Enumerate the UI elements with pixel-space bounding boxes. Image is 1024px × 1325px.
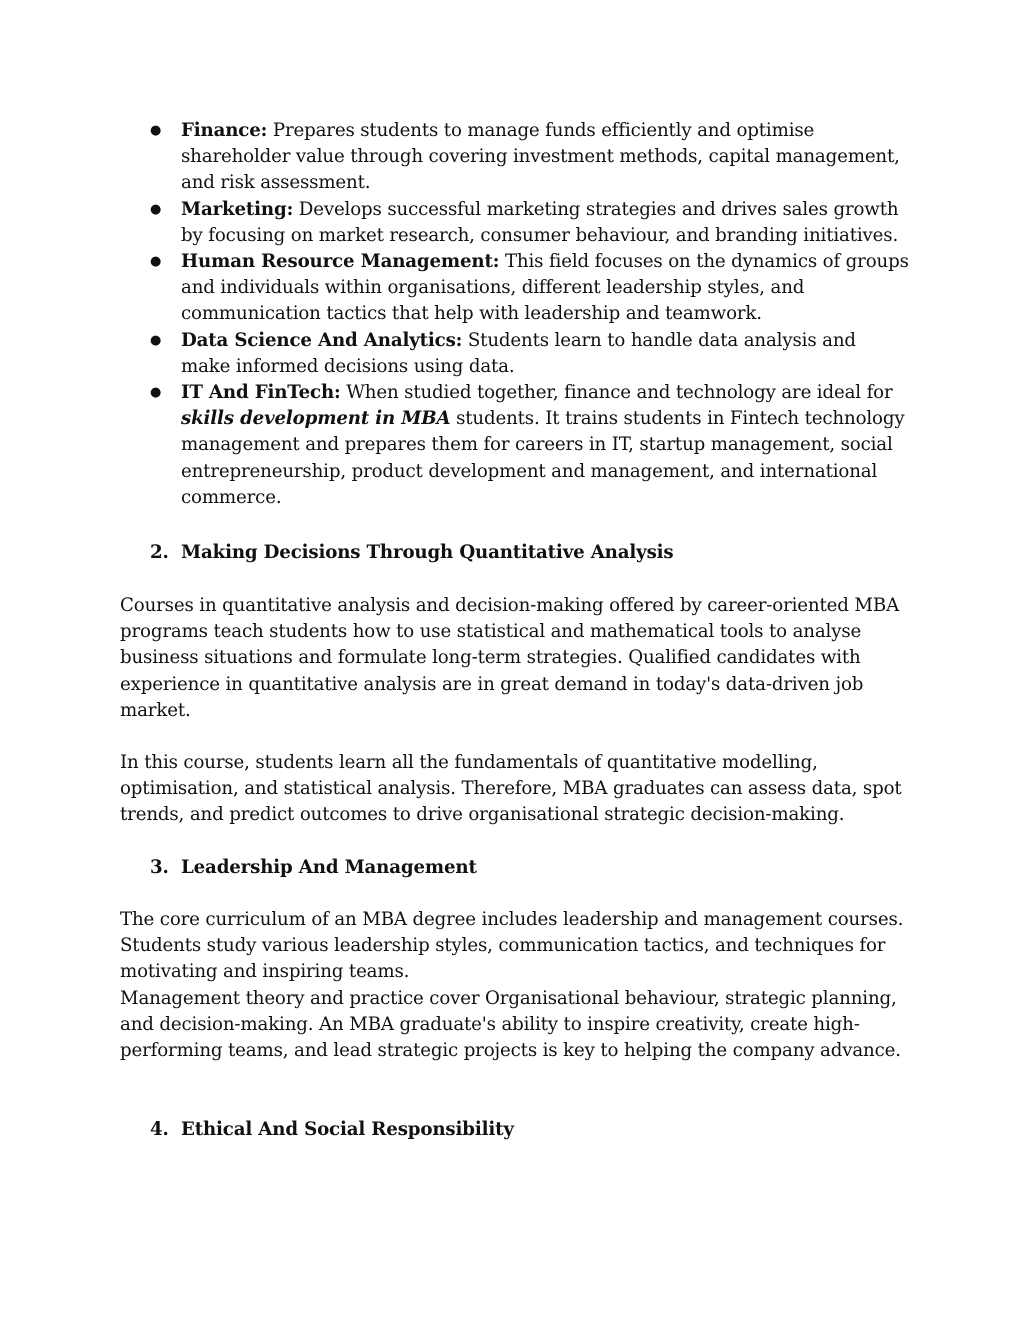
bullet-icon: ● — [150, 385, 162, 401]
specialization-list — [120, 118, 910, 511]
list-item-text: Prepares students to manage funds efficiently and optimise shareholder value through covering investment methods, capital management, and risk assessment. — [181, 120, 900, 194]
list-item-label: Human Resource Management: — [181, 251, 500, 273]
section-title: Leadership And Management — [181, 857, 477, 878]
bullet-icon: ● — [150, 201, 162, 217]
list-item-text: Develops successful marketing strategies and drives sales growth by focusing on market research, consumer behaviour, and branding initiatives. — [181, 198, 899, 246]
section-title: Ethical And Social Responsibility — [181, 1119, 514, 1140]
section-heading-leadership — [150, 855, 477, 881]
list-item-data-science — [120, 328, 910, 380]
list-item-marketing — [120, 197, 910, 249]
section-heading-ethics — [150, 1117, 514, 1143]
list-item-text: Students learn to handle data analysis and make informed decisions using data. — [181, 329, 856, 377]
section-title: Making Decisions Through Quantitative Analysis — [181, 542, 674, 563]
list-item-text: This field focuses on the dynamics of groups and individuals within organisations, different leadership styles, and communication tactics that help with leadership and teamwork. — [181, 251, 909, 325]
list-item-label: IT And FinTech: — [181, 382, 341, 404]
bullet-icon: ● — [150, 254, 162, 270]
section-number: 2. — [150, 542, 169, 563]
paragraph: Courses in quantitative analysis and decision-making offered by career-oriented MBA programs teach students how to use statistical and mathematical tools to analyse business situations and formulate long-term strategies. Qualified candidates with experience in quantitative analysis are in great demand in today's data-driven job market. — [120, 595, 900, 721]
list-item-text: When studied together, finance and technology are ideal for — [340, 382, 893, 404]
section-number: 3. — [150, 857, 169, 878]
list-item-label: Data Science And Analytics: — [181, 329, 463, 351]
list-item-human-resource — [120, 249, 910, 328]
emphasis-text: skills development in MBA — [181, 408, 451, 430]
paragraph: Management theory and practice cover Organisational behaviour, strategic planning, and decision-making. An MBA graduate's ability to inspire creativity, create high-performing teams, and lead strategic projects is key to helping the company advance. — [120, 988, 901, 1062]
bullet-icon: ● — [150, 123, 162, 138]
section-number: 4. — [150, 1119, 169, 1140]
list-item-it-fintech — [120, 380, 910, 511]
list-item-finance — [120, 118, 910, 197]
bullet-icon: ● — [150, 332, 162, 348]
paragraph: In this course, students learn all the fundamentals of quantitative modelling, optimisation, and statistical analysis. Therefore, MBA graduates can assess data, spot trends, and predict outcomes to drive organisational strategic decision-making. — [120, 752, 902, 826]
list-item-label: Marketing: — [181, 198, 294, 220]
section-heading-quantitative — [150, 540, 674, 566]
paragraph: The core curriculum of an MBA degree includes leadership and management courses. Students study various leadership styles, communication tactics, and techniques for motivating and inspiring teams. — [120, 909, 904, 983]
list-item-text: students. It trains students in Fintech technology management and prepares them for careers in IT, startup management, social entrepreneurship, product development and management, and international commerce. — [181, 408, 905, 508]
list-item-label: Finance: — [181, 120, 268, 141]
